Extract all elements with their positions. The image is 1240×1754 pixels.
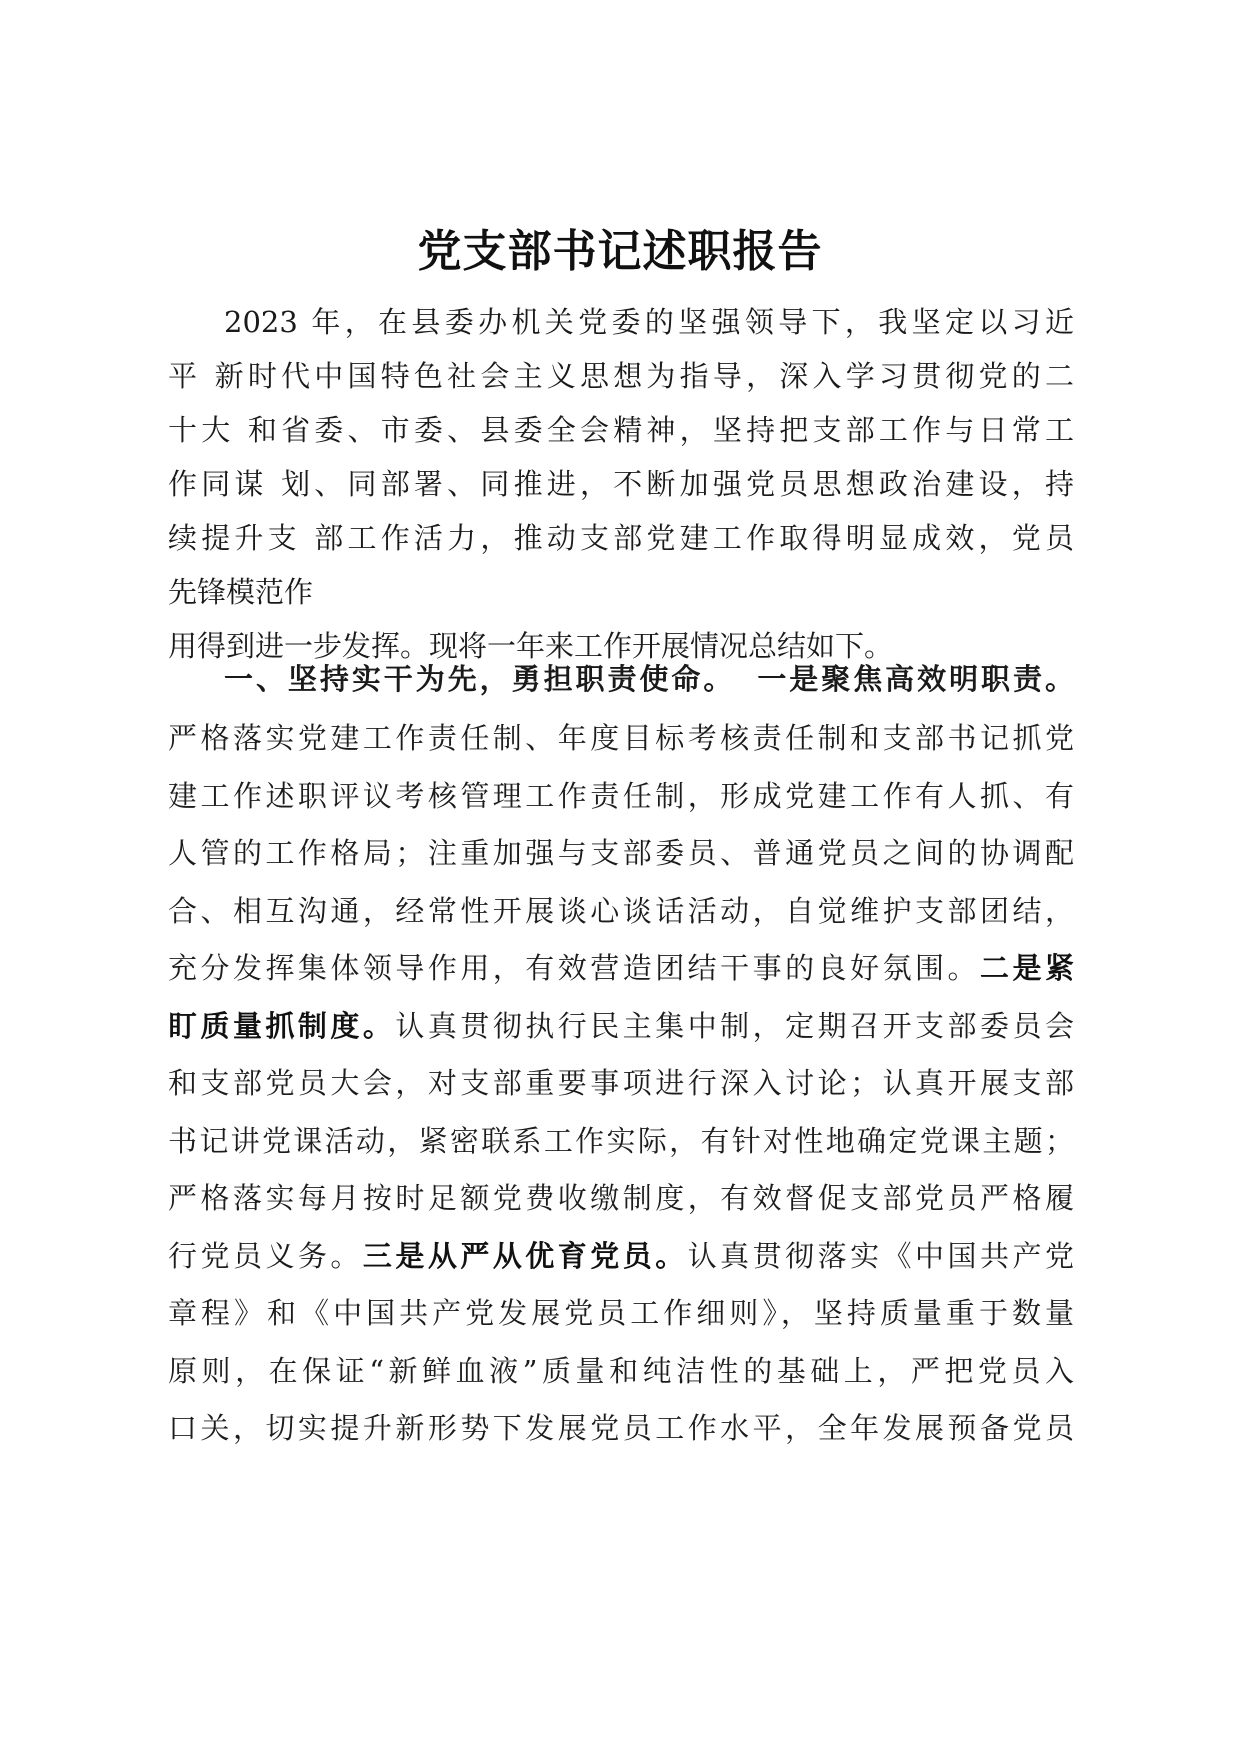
intro-paragraph xyxy=(168,295,1074,673)
body-text: 行党员义务。 xyxy=(168,1238,363,1273)
document-title: 党支部书记述职报告 xyxy=(417,226,823,277)
body-line: 合、相互沟通，经常性开展谈心谈话活动，自觉维护支部团结， xyxy=(168,893,1074,928)
body-line: 原则，在保证“新鲜血液”质量和纯洁性的基础上，严把党员入 xyxy=(168,1353,1074,1388)
body-line: 人管的工作格局；注重加强与支部委员、普通党员之间的协调配 xyxy=(168,836,1074,870)
body-line xyxy=(168,998,1074,1056)
body-line xyxy=(168,940,1074,998)
body-text: 充分发挥集体领导作用，有效营造团结干事的良好氛围。 xyxy=(168,951,981,985)
body-paragraph xyxy=(168,710,1074,1458)
section-heading: 一、坚持实干为先，勇担职责使命。 xyxy=(224,662,736,696)
body-line: 和支部党员大会，对支部重要事项进行深入讨论；认真开展支部 xyxy=(168,1066,1074,1100)
body-text: 认真贯彻落实《中国共产党 xyxy=(687,1238,1074,1273)
body-line: 建工作述职评议考核管理工作责任制，形成党建工作有人抓、有 xyxy=(168,778,1074,813)
intro-line: 用得到进一步发挥。现将一年来工作开展情况总结如下。 xyxy=(168,629,894,663)
body-line: 章程》和《中国共产党发展党员工作细则》，坚持质量重于数量 xyxy=(168,1296,1074,1330)
body-line xyxy=(168,1228,1074,1286)
sub-heading: 二是紧 xyxy=(980,951,1074,985)
intro-line: 2023 年，在县委办机关党委的坚强领导下，我坚定以习近 xyxy=(224,305,1074,339)
intro-line: 续提升支 部工作活力，推动支部党建工作取得明显成效，党员 xyxy=(168,521,1074,555)
intro-line: 作同谋 划、同部署、同推进，不断加强党员思想政治建设，持 xyxy=(168,467,1074,501)
body-text: 认真贯彻执行民主集中制，定期召开支部委员会 xyxy=(395,1008,1074,1043)
sub-heading: 三是从严从优育党员。 xyxy=(362,1238,688,1273)
body-line: 严格落实党建工作责任制、年度目标考核责任制和支部书记抓党 xyxy=(168,721,1074,755)
body-line: 口关，切实提升新形势下发展党员工作水平，全年发展预备党员 xyxy=(168,1411,1074,1445)
sub-heading: 盯质量抓制度。 xyxy=(168,1008,396,1043)
sub-heading: 一是聚焦高效明职责。 xyxy=(757,662,1074,696)
section-heading-line xyxy=(168,650,1074,708)
intro-line: 十大 和省委、市委、县委全会精神，坚持把支部工作与日常工 xyxy=(168,413,1074,447)
intro-line: 先锋模范作 xyxy=(168,575,314,609)
body-line: 书记讲党课活动，紧密联系工作实际，有针对性地确定党课主题； xyxy=(168,1123,1074,1158)
intro-line: 平 新时代中国特色社会主义思想为指导，深入学习贯彻党的二 xyxy=(168,359,1074,393)
body-line: 严格落实每月按时足额党费收缴制度，有效督促支部党员严格履 xyxy=(168,1181,1074,1215)
